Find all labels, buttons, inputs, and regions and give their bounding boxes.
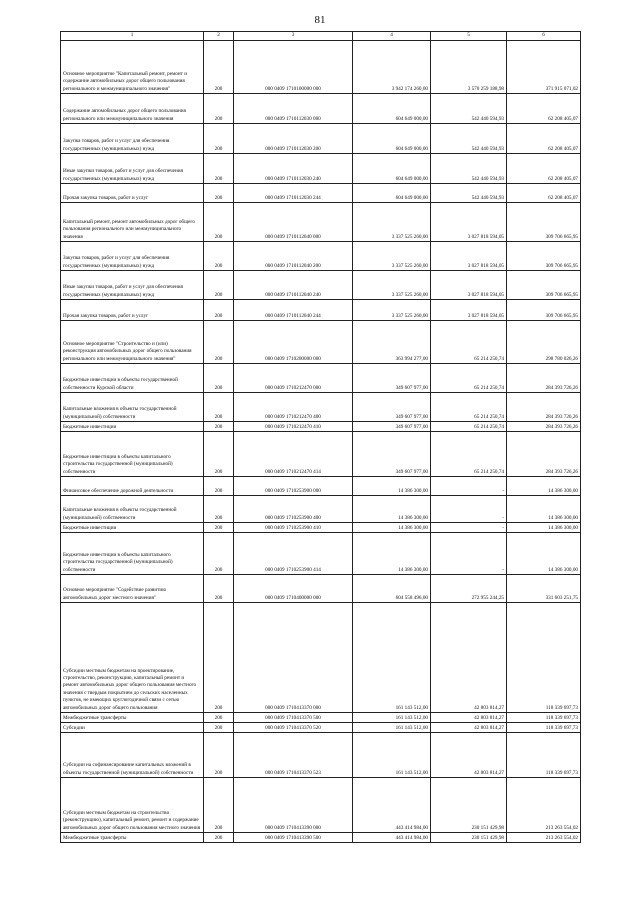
row-description: Прочая закупка товаров, работ и услуг: [61, 300, 204, 321]
column-header: 5: [431, 32, 507, 41]
row-budget-code: 000 0409 1710112030 240: [234, 154, 353, 184]
row-line-code: 200: [204, 603, 234, 713]
row-line-code: 200: [204, 713, 234, 723]
budget-table: [60, 31, 581, 843]
column-header: 6: [507, 32, 581, 41]
row-description: Межбюджетные трансферты: [61, 833, 204, 843]
row-unexecuted: 62 208 405,07: [507, 124, 581, 154]
row-executed: 65 214 250,74: [431, 393, 507, 422]
row-line-code: 200: [204, 533, 234, 575]
row-executed: 65 214 250,74: [431, 321, 507, 364]
row-description: Закупка товаров, работ и услуг для обеспечения государственных (муниципальных) нужд: [61, 242, 204, 271]
row-description: Субсидии: [61, 723, 204, 733]
row-description: Капитальные вложения в объекты государственной (муниципальной) собственности: [61, 393, 204, 422]
row-line-code: 200: [204, 477, 234, 496]
row-description: Субсидии на софинансирование капитальных вложений в объекты государственной (муниципальной) собственности: [61, 733, 204, 778]
row-budget-code: 000 0409 1710112030 000: [234, 94, 353, 124]
column-header: 2: [204, 32, 234, 41]
row-description: Капитальные вложения в объекты государственной (муниципальной) собственности: [61, 496, 204, 523]
row-budget-code: 000 0409 1710253900 000: [234, 477, 353, 496]
row-executed: 42 803 814,27: [431, 723, 507, 733]
row-description: Субсидии местным бюджетам на проектирование, строительство, реконструкцию, капитальный ремонт и ремонт автомобильных дорог общего пользования местного значения с твердым покрытием до сельских населенных пунктов, не имеющих круглогодичной связи с сетью автомобильных дорог общего пользования: [61, 603, 204, 713]
row-description: Основное мероприятие "Содействие развитию автомобильных дорог местного значения": [61, 575, 204, 603]
row-line-code: 200: [204, 321, 234, 364]
row-executed: 65 214 250,74: [431, 364, 507, 393]
row-description: Бюджетные инвестиции в объекты государственной собственности Курской области: [61, 364, 204, 393]
row-approved: 3 337 525 260,00: [353, 203, 431, 242]
row-budget-code: 000 0409 1710112040 200: [234, 242, 353, 271]
row-executed: -: [431, 523, 507, 533]
table-row: [61, 713, 581, 723]
table-row: [61, 94, 581, 124]
row-approved: 14 386 300,00: [353, 477, 431, 496]
row-budget-code: 000 0409 1710212470 000: [234, 364, 353, 393]
row-line-code: 200: [204, 432, 234, 477]
row-unexecuted: 213 263 554,02: [507, 778, 581, 833]
row-budget-code: 000 0409 1710112040 240: [234, 271, 353, 300]
table-row: [61, 321, 581, 364]
table-row: [61, 477, 581, 496]
row-budget-code: 000 0409 1710100000 000: [234, 41, 353, 94]
row-description: Бюджетные инвестиции: [61, 422, 204, 432]
row-budget-code: 000 0409 1710212470 414: [234, 432, 353, 477]
row-unexecuted: 309 706 665,95: [507, 271, 581, 300]
row-description: Иные закупки товаров, работ и услуг для обеспечения государственных (муниципальных) нужд: [61, 154, 204, 184]
table-row: [61, 154, 581, 184]
row-budget-code: 000 0409 1710413370 520: [234, 723, 353, 733]
table-row: [61, 422, 581, 432]
row-description: Субсидии местным бюджетам на строительство (реконструкцию), капитальный ремонт, ремонт и содержание автомобильных дорог общего пользования местного значения: [61, 778, 204, 833]
table-row: [61, 723, 581, 733]
table-row: [61, 432, 581, 477]
row-budget-code: 000 0409 1710253900 414: [234, 533, 353, 575]
row-unexecuted: 118 339 697,73: [507, 603, 581, 713]
row-executed: 65 214 250,74: [431, 432, 507, 477]
row-unexecuted: 14 386 300,00: [507, 477, 581, 496]
table-row: [61, 300, 581, 321]
table-row: [61, 184, 581, 203]
row-line-code: 200: [204, 523, 234, 533]
row-description: Бюджетные инвестиции в объекты капитального строительства государственной (муниципальной) собственности: [61, 432, 204, 477]
row-executed: -: [431, 477, 507, 496]
row-line-code: 200: [204, 496, 234, 523]
column-header: 4: [353, 32, 431, 41]
row-approved: 161 143 512,00: [353, 723, 431, 733]
row-budget-code: 000 0409 1710112040 244: [234, 300, 353, 321]
row-line-code: 200: [204, 723, 234, 733]
row-line-code: 200: [204, 575, 234, 603]
row-executed: 42 803 814,27: [431, 713, 507, 723]
row-budget-code: 000 0409 1710400000 000: [234, 575, 353, 603]
row-approved: 3 337 525 260,00: [353, 300, 431, 321]
row-line-code: 200: [204, 41, 234, 94]
row-executed: 3 027 818 594,05: [431, 203, 507, 242]
table-body: [61, 41, 581, 843]
row-line-code: 200: [204, 242, 234, 271]
row-executed: 3 027 818 594,05: [431, 271, 507, 300]
row-approved: 3 337 525 260,00: [353, 271, 431, 300]
column-header: 3: [234, 32, 353, 41]
row-approved: 604 558 496,00: [353, 575, 431, 603]
row-unexecuted: 62 208 405,07: [507, 184, 581, 203]
row-approved: 14 386 300,00: [353, 533, 431, 575]
row-description: Финансовое обеспечение дорожной деятельности: [61, 477, 204, 496]
row-approved: 604 649 000,00: [353, 94, 431, 124]
row-budget-code: 000 0409 1710112030 244: [234, 184, 353, 203]
row-unexecuted: 371 915 071,02: [507, 41, 581, 94]
row-description: Иные закупки товаров, работ и услуг для обеспечения государственных (муниципальных) нужд: [61, 271, 204, 300]
row-executed: 542 440 594,93: [431, 124, 507, 154]
row-budget-code: 000 0409 1710200000 000: [234, 321, 353, 364]
table-row: [61, 575, 581, 603]
row-approved: 349 607 977,00: [353, 432, 431, 477]
row-approved: 161 143 512,00: [353, 733, 431, 778]
row-unexecuted: 14 386 300,00: [507, 533, 581, 575]
row-line-code: 200: [204, 184, 234, 203]
row-executed: 230 151 429,98: [431, 778, 507, 833]
table-row: [61, 496, 581, 523]
row-line-code: 200: [204, 94, 234, 124]
row-line-code: 200: [204, 203, 234, 242]
row-executed: 3 570 259 188,98: [431, 41, 507, 94]
row-budget-code: 000 0409 1710413370 000: [234, 603, 353, 713]
row-executed: -: [431, 533, 507, 575]
table-row: [61, 533, 581, 575]
row-budget-code: 000 0409 1710413370 500: [234, 713, 353, 723]
row-approved: 3 942 174 260,00: [353, 41, 431, 94]
row-unexecuted: 284 393 726,26: [507, 432, 581, 477]
row-approved: 604 649 000,00: [353, 154, 431, 184]
row-unexecuted: 14 386 300,00: [507, 523, 581, 533]
row-unexecuted: 309 706 665,95: [507, 242, 581, 271]
row-description: Межбюджетные трансферты: [61, 713, 204, 723]
row-budget-code: 000 0409 1710212470 410: [234, 422, 353, 432]
row-line-code: 200: [204, 154, 234, 184]
row-unexecuted: 118 339 697,73: [507, 723, 581, 733]
row-approved: 443 414 984,00: [353, 778, 431, 833]
row-description: Бюджетные инвестиции в объекты капитального строительства государственной (муниципальной) собственности: [61, 533, 204, 575]
row-executed: 272 955 244,25: [431, 575, 507, 603]
row-executed: -: [431, 496, 507, 523]
row-approved: 363 994 277,00: [353, 321, 431, 364]
row-line-code: 200: [204, 422, 234, 432]
row-approved: 349 607 977,00: [353, 393, 431, 422]
table-row: [61, 733, 581, 778]
row-approved: 161 143 512,00: [353, 603, 431, 713]
row-approved: 443 414 984,00: [353, 833, 431, 843]
row-unexecuted: 213 263 554,02: [507, 833, 581, 843]
row-description: Прочая закупка товаров, работ и услуг: [61, 184, 204, 203]
column-header: 1: [61, 32, 204, 41]
table-row: [61, 271, 581, 300]
row-unexecuted: 284 393 726,26: [507, 364, 581, 393]
row-line-code: 200: [204, 393, 234, 422]
row-unexecuted: 14 386 300,00: [507, 496, 581, 523]
row-description: Основное мероприятие "Строительство и (или) реконструкция автомобильных дорог общего пользования регионального или межмуниципального значения": [61, 321, 204, 364]
row-budget-code: 000 0409 1710413390 500: [234, 833, 353, 843]
row-budget-code: 000 0409 1710413390 000: [234, 778, 353, 833]
row-line-code: 200: [204, 300, 234, 321]
row-budget-code: 000 0409 1710413370 523: [234, 733, 353, 778]
row-approved: 349 607 977,00: [353, 422, 431, 432]
table-row: [61, 242, 581, 271]
row-line-code: 200: [204, 778, 234, 833]
row-unexecuted: 298 780 026,26: [507, 321, 581, 364]
row-executed: 230 151 429,98: [431, 833, 507, 843]
table-row: [61, 41, 581, 94]
table-row: [61, 393, 581, 422]
row-budget-code: 000 0409 1710253900 410: [234, 523, 353, 533]
row-line-code: 200: [204, 364, 234, 393]
row-budget-code: 000 0409 1710212470 400: [234, 393, 353, 422]
row-unexecuted: 62 208 405,07: [507, 154, 581, 184]
row-budget-code: 000 0409 1710253900 400: [234, 496, 353, 523]
row-description: Основное мероприятие "Капитальный ремонт, ремонт и содержание автомобильных дорог общего пользования регионального и межмуниципального значения": [61, 41, 204, 94]
row-approved: 14 386 300,00: [353, 496, 431, 523]
row-approved: 161 143 512,00: [353, 713, 431, 723]
row-unexecuted: 118 339 697,73: [507, 713, 581, 723]
row-approved: 14 386 300,00: [353, 523, 431, 533]
row-approved: 3 337 525 260,00: [353, 242, 431, 271]
row-executed: 542 440 594,93: [431, 184, 507, 203]
row-line-code: 200: [204, 833, 234, 843]
row-approved: 349 607 977,00: [353, 364, 431, 393]
row-budget-code: 000 0409 1710112040 000: [234, 203, 353, 242]
row-executed: 65 214 250,74: [431, 422, 507, 432]
row-unexecuted: 309 706 665,95: [507, 203, 581, 242]
table-row: [61, 364, 581, 393]
row-unexecuted: 62 208 405,07: [507, 94, 581, 124]
row-approved: 604 649 000,00: [353, 124, 431, 154]
row-unexecuted: 284 393 726,26: [507, 422, 581, 432]
row-line-code: 200: [204, 271, 234, 300]
row-executed: 542 440 594,93: [431, 154, 507, 184]
row-executed: 42 803 814,27: [431, 603, 507, 713]
row-unexecuted: 331 603 251,75: [507, 575, 581, 603]
row-description: Закупка товаров, работ и услуг для обеспечения государственных (муниципальных) нужд: [61, 124, 204, 154]
table-row: [61, 603, 581, 713]
row-approved: 604 649 000,00: [353, 184, 431, 203]
row-unexecuted: 118 339 697,73: [507, 733, 581, 778]
row-unexecuted: 284 393 726,26: [507, 393, 581, 422]
table-row: [61, 523, 581, 533]
header-row: [61, 32, 581, 41]
table-row: [61, 833, 581, 843]
table-row: [61, 778, 581, 833]
row-executed: 3 027 818 594,05: [431, 300, 507, 321]
row-executed: 42 803 814,27: [431, 733, 507, 778]
row-line-code: 200: [204, 124, 234, 154]
table-row: [61, 124, 581, 154]
row-executed: 542 440 594,93: [431, 94, 507, 124]
table-row: [61, 203, 581, 242]
row-budget-code: 000 0409 1710112030 200: [234, 124, 353, 154]
page-number: 81: [314, 14, 326, 26]
row-description: Бюджетные инвестиции: [61, 523, 204, 533]
row-line-code: 200: [204, 733, 234, 778]
row-executed: 3 027 818 594,05: [431, 242, 507, 271]
row-description: Капитальный ремонт, ремонт автомобильных дорог общего пользования регионального или межмуниципального значения: [61, 203, 204, 242]
row-unexecuted: 309 706 665,95: [507, 300, 581, 321]
row-description: Содержание автомобильных дорог общего пользования регионального или межмуниципального значения: [61, 94, 204, 124]
